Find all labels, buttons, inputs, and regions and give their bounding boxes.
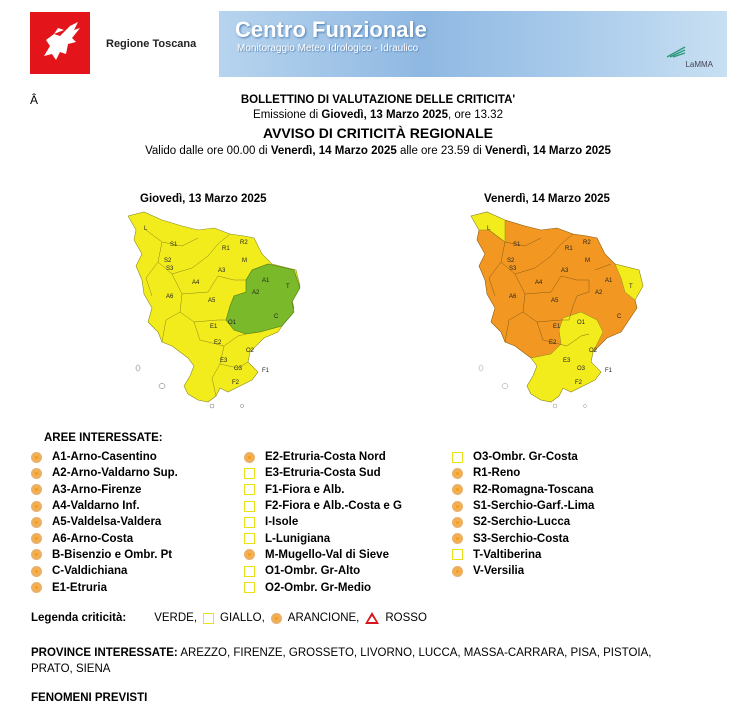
area-label: O2-Ombr. Gr-Medio bbox=[265, 581, 372, 594]
map-label: O1 bbox=[228, 320, 237, 326]
map-label: A5 bbox=[208, 298, 216, 304]
area-item bbox=[31, 530, 178, 546]
area-label: O3-Ombr. Gr-Costa bbox=[473, 451, 578, 464]
orange-circle-icon bbox=[31, 582, 42, 593]
areas-column-3 bbox=[452, 449, 594, 579]
orange-circle-icon bbox=[452, 484, 463, 495]
area-item bbox=[244, 579, 402, 595]
map-label: F2 bbox=[232, 380, 240, 386]
legend-giallo: GIALLO, bbox=[220, 612, 265, 624]
orange-circle-icon bbox=[31, 533, 42, 544]
map-label: E1 bbox=[553, 324, 561, 330]
yellow-square-icon bbox=[244, 582, 255, 593]
region-label: Regione Toscana bbox=[106, 38, 197, 50]
yellow-square-icon bbox=[244, 468, 255, 479]
banner-title: Centro Funzionale bbox=[235, 17, 427, 42]
area-item bbox=[452, 498, 594, 514]
map-label: M bbox=[242, 258, 247, 264]
bulletin-title: BOLLETTINO DI VALUTAZIONE DELLE CRITICITA' bbox=[240, 94, 516, 106]
province-section bbox=[31, 645, 691, 677]
lamma-logo-text: LaMMA bbox=[685, 60, 713, 69]
map-label: C bbox=[274, 314, 279, 320]
map-label: S3 bbox=[166, 266, 174, 272]
yellow-square-icon bbox=[244, 517, 255, 528]
area-item bbox=[244, 482, 402, 498]
orange-circle-icon bbox=[452, 468, 463, 479]
area-item bbox=[31, 482, 178, 498]
map-label: A6 bbox=[509, 294, 517, 300]
area-item bbox=[244, 465, 402, 481]
area-label: A4-Valdarno Inf. bbox=[52, 500, 140, 513]
orange-circle-icon bbox=[31, 484, 42, 495]
area-item bbox=[452, 530, 594, 546]
province-list: AREZZO, FIRENZE, GROSSETO, LIVORNO, LUCCA, MASSA-CARRARA, PISA, PISTOIA, PRATO, SIENA bbox=[31, 647, 652, 675]
area-item bbox=[31, 547, 178, 563]
area-item bbox=[31, 563, 178, 579]
fenomeni-title: FENOMENI PREVISTI bbox=[31, 692, 148, 704]
emission-day: Giovedì, 13 Marzo 2025 bbox=[321, 109, 448, 121]
map-label: E1 bbox=[210, 324, 218, 330]
area-label: B-Bisenzio e Ombr. Pt bbox=[52, 548, 173, 561]
area-label: S2-Serchio-Lucca bbox=[473, 516, 571, 529]
orange-circle-icon bbox=[271, 613, 282, 624]
map-label: A2 bbox=[595, 290, 603, 296]
area-label: O1-Ombr. Gr-Alto bbox=[265, 565, 361, 578]
yellow-square-icon bbox=[244, 484, 255, 495]
map-label: E3 bbox=[220, 358, 228, 364]
map-label: A5 bbox=[551, 298, 559, 304]
area-label: F2-Fiora e Alb.-Costa e G bbox=[265, 500, 402, 513]
areas-title: AREE INTERESSATE: bbox=[44, 432, 163, 444]
map-label: R2 bbox=[240, 240, 248, 246]
map-label: A2 bbox=[252, 290, 260, 296]
area-label: E1-Etruria bbox=[52, 581, 107, 594]
map-label: O1 bbox=[577, 320, 586, 326]
area-label: F1-Fiora e Alb. bbox=[265, 483, 345, 496]
map-label: A1 bbox=[605, 278, 613, 284]
orange-circle-icon bbox=[31, 566, 42, 577]
area-label: V-Versilia bbox=[473, 565, 525, 578]
area-label: A5-Valdelsa-Valdera bbox=[52, 516, 162, 529]
yellow-square-icon bbox=[203, 613, 214, 624]
map-label: A3 bbox=[561, 268, 569, 274]
map-label: T bbox=[629, 284, 633, 290]
orange-circle-icon bbox=[452, 501, 463, 512]
map-title-tomorrow: Venerdì, 14 Marzo 2025 bbox=[484, 193, 610, 205]
banner-subtitle: Monitoraggio Meteo Idrologico - Idraulico bbox=[237, 43, 419, 54]
area-item bbox=[452, 514, 594, 530]
criticity-map-tomorrow bbox=[465, 208, 665, 413]
validity-line: Valido dalle ore 00.00 di Venerdì, 14 Marzo 2025 alle ore 23.59 di Venerdì, 14 Marzo 2025 bbox=[145, 145, 611, 157]
map-label: S1 bbox=[513, 242, 521, 248]
map-title-today: Giovedì, 13 Marzo 2025 bbox=[140, 193, 267, 205]
legend-arancione: ARANCIONE, bbox=[287, 612, 360, 624]
yellow-square-icon bbox=[452, 549, 463, 560]
map-label: F2 bbox=[575, 380, 583, 386]
area-label: A6-Arno-Costa bbox=[52, 532, 134, 545]
area-item bbox=[31, 498, 178, 514]
notice-title: AVVISO DI CRITICITÀ REGIONALE bbox=[263, 125, 493, 141]
orange-circle-icon bbox=[244, 452, 255, 463]
map-label: S2 bbox=[164, 258, 172, 264]
red-triangle-icon bbox=[365, 612, 379, 624]
province-title: PROVINCE INTERESSATE: bbox=[31, 647, 178, 659]
orange-circle-icon bbox=[452, 517, 463, 528]
orange-circle-icon bbox=[31, 501, 42, 512]
map-label: O2 bbox=[246, 348, 255, 354]
map-label: F1 bbox=[605, 368, 613, 374]
map-label: A4 bbox=[535, 280, 543, 286]
area-item bbox=[31, 514, 178, 530]
area-item bbox=[244, 498, 402, 514]
map-label: F1 bbox=[262, 368, 270, 374]
map-label: L bbox=[144, 226, 148, 232]
pegasus-icon bbox=[30, 12, 90, 74]
orange-circle-icon bbox=[31, 549, 42, 560]
yellow-square-icon bbox=[244, 533, 255, 544]
area-item bbox=[31, 465, 178, 481]
area-label: A2-Arno-Valdarno Sup. bbox=[52, 467, 178, 480]
map-label: E2 bbox=[214, 340, 222, 346]
legend-rosso: ROSSO bbox=[385, 612, 427, 624]
criticity-legend bbox=[31, 612, 427, 624]
area-label: S3-Serchio-Costa bbox=[473, 532, 569, 545]
map-label: M bbox=[585, 258, 590, 264]
area-item bbox=[244, 530, 402, 546]
orange-circle-icon bbox=[31, 517, 42, 528]
area-label: T-Valtiberina bbox=[473, 548, 542, 561]
area-label: E3-Etruria-Costa Sud bbox=[265, 467, 381, 480]
orange-circle-icon bbox=[452, 533, 463, 544]
orange-circle-icon bbox=[31, 468, 42, 479]
map-label: C bbox=[617, 314, 622, 320]
area-label: E2-Etruria-Costa Nord bbox=[265, 451, 386, 464]
area-item bbox=[244, 547, 402, 563]
yellow-square-icon bbox=[244, 501, 255, 512]
area-label: I-Isole bbox=[265, 516, 299, 529]
map-label: A3 bbox=[218, 268, 226, 274]
stray-glyph: Â bbox=[30, 93, 39, 107]
map-label: E2 bbox=[549, 340, 557, 346]
map-label: A1 bbox=[262, 278, 270, 284]
area-item bbox=[452, 563, 594, 579]
map-label: E3 bbox=[563, 358, 571, 364]
map-label: R1 bbox=[222, 246, 230, 252]
area-label: C-Valdichiana bbox=[52, 565, 128, 578]
map-label: O3 bbox=[234, 366, 243, 372]
area-item bbox=[31, 579, 178, 595]
map-label: S3 bbox=[509, 266, 517, 272]
map-label: S1 bbox=[170, 242, 178, 248]
area-item bbox=[244, 449, 402, 465]
area-label: M-Mugello-Val di Sieve bbox=[265, 548, 389, 561]
map-label: T bbox=[286, 284, 290, 290]
regione-toscana-logo bbox=[30, 12, 90, 74]
area-item bbox=[244, 514, 402, 530]
orange-circle-icon bbox=[452, 566, 463, 577]
area-label: L-Lunigiana bbox=[265, 532, 331, 545]
criticity-map-today bbox=[122, 208, 322, 413]
area-label: R1-Reno bbox=[473, 467, 521, 480]
map-label: R2 bbox=[583, 240, 591, 246]
page-header bbox=[0, 0, 756, 90]
orange-circle-icon bbox=[244, 549, 255, 560]
map-label: O3 bbox=[577, 366, 586, 372]
orange-circle-icon bbox=[31, 452, 42, 463]
areas-column-2 bbox=[244, 449, 402, 596]
area-label: A1-Arno-Casentino bbox=[52, 451, 157, 464]
map-label: S2 bbox=[507, 258, 515, 264]
area-label: S1-Serchio-Garf.-Lima bbox=[473, 500, 595, 513]
area-item bbox=[244, 563, 402, 579]
areas-column-1 bbox=[31, 449, 178, 596]
emission-line: Emissione di Giovedì, 13 Marzo 2025, ore 13.32 bbox=[253, 109, 503, 121]
area-item bbox=[452, 465, 594, 481]
legend-title: Legenda criticità: bbox=[31, 612, 127, 624]
legend-verde: VERDE, bbox=[154, 612, 198, 624]
map-label: R1 bbox=[565, 246, 573, 252]
area-label: A3-Arno-Firenze bbox=[52, 483, 142, 496]
area-item bbox=[31, 449, 178, 465]
area-label: R2-Romagna-Toscana bbox=[473, 483, 594, 496]
lamma-logo-icon bbox=[665, 45, 687, 59]
map-label: A4 bbox=[192, 280, 200, 286]
area-item bbox=[452, 449, 594, 465]
map-label: A6 bbox=[166, 294, 174, 300]
map-label: L bbox=[487, 226, 491, 232]
yellow-square-icon bbox=[452, 452, 463, 463]
centro-funzionale-banner bbox=[219, 11, 727, 77]
map-label: O2 bbox=[589, 348, 598, 354]
yellow-square-icon bbox=[244, 566, 255, 577]
area-item bbox=[452, 547, 594, 563]
area-item bbox=[452, 482, 594, 498]
